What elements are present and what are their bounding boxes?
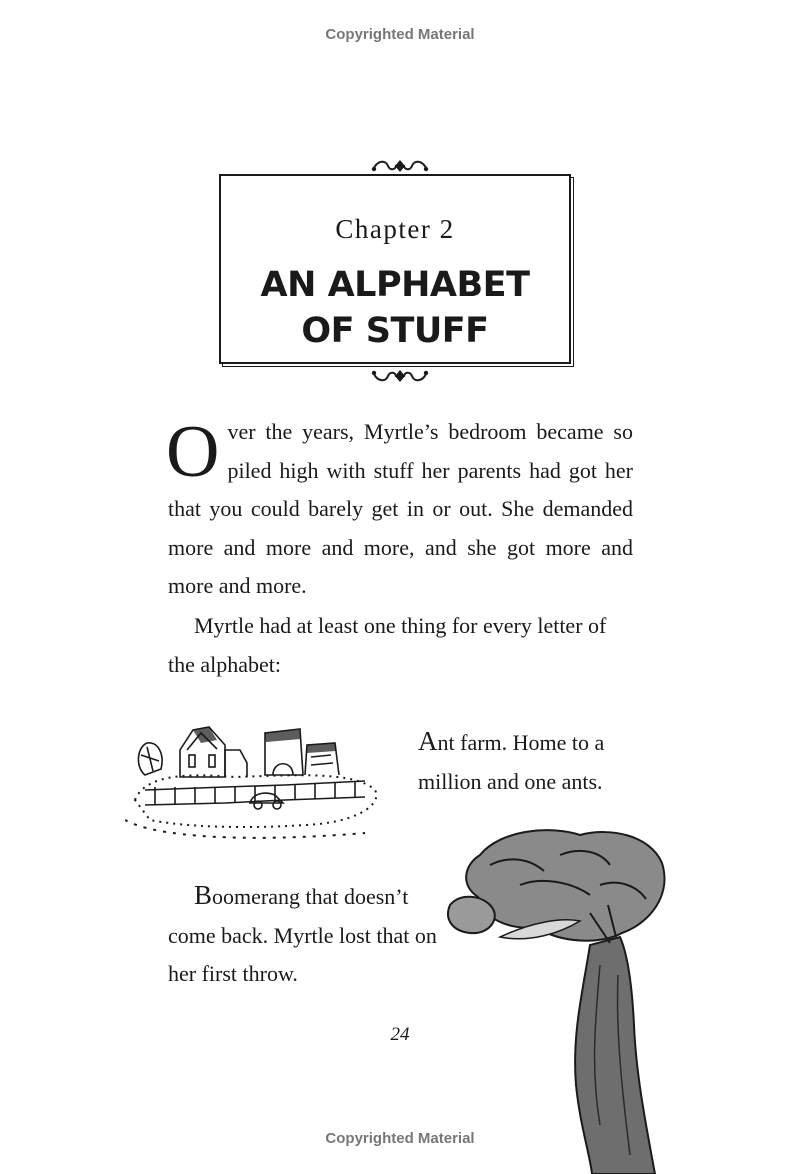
bottom-ornament-icon (370, 368, 430, 384)
tree-illustration (440, 825, 670, 1174)
alphabet-item-a (418, 722, 633, 801)
copyright-footer: Copyrighted Material (325, 1130, 475, 1147)
alphabet-intro-paragraph: Myrtle had at least one thing for every letter of the alphabet: (168, 613, 607, 677)
alphabet-item-a-text: nt farm. Home to a million and one ants. (418, 730, 605, 794)
top-ornament-icon (370, 158, 430, 174)
alphabet-letter-b: B (194, 880, 213, 910)
alphabet-letter-a: A (418, 726, 438, 756)
alphabet-item-b-text: oomerang that doesn’t come back. Myrtle lost that on her first throw. (168, 884, 437, 986)
ant-farm-illustration (125, 705, 380, 845)
page-number: 24 (390, 1024, 410, 1045)
intro-text: ver the years, Myrtle’s bedroom became so piled high with stuff her parents had got her that you could barely get in or out. She demanded more and more and more, and she got more and more and more. (168, 419, 633, 598)
alphabet-item-b (168, 876, 448, 994)
chapter-title: AN ALPHABET OF STUFF (260, 265, 530, 351)
chapter-number: Chapter 2 (335, 214, 455, 244)
drop-cap: O (166, 411, 220, 493)
intro-paragraph (168, 413, 633, 606)
copyright-header: Copyrighted Material (325, 26, 475, 43)
chapter-heading-box (219, 174, 571, 364)
